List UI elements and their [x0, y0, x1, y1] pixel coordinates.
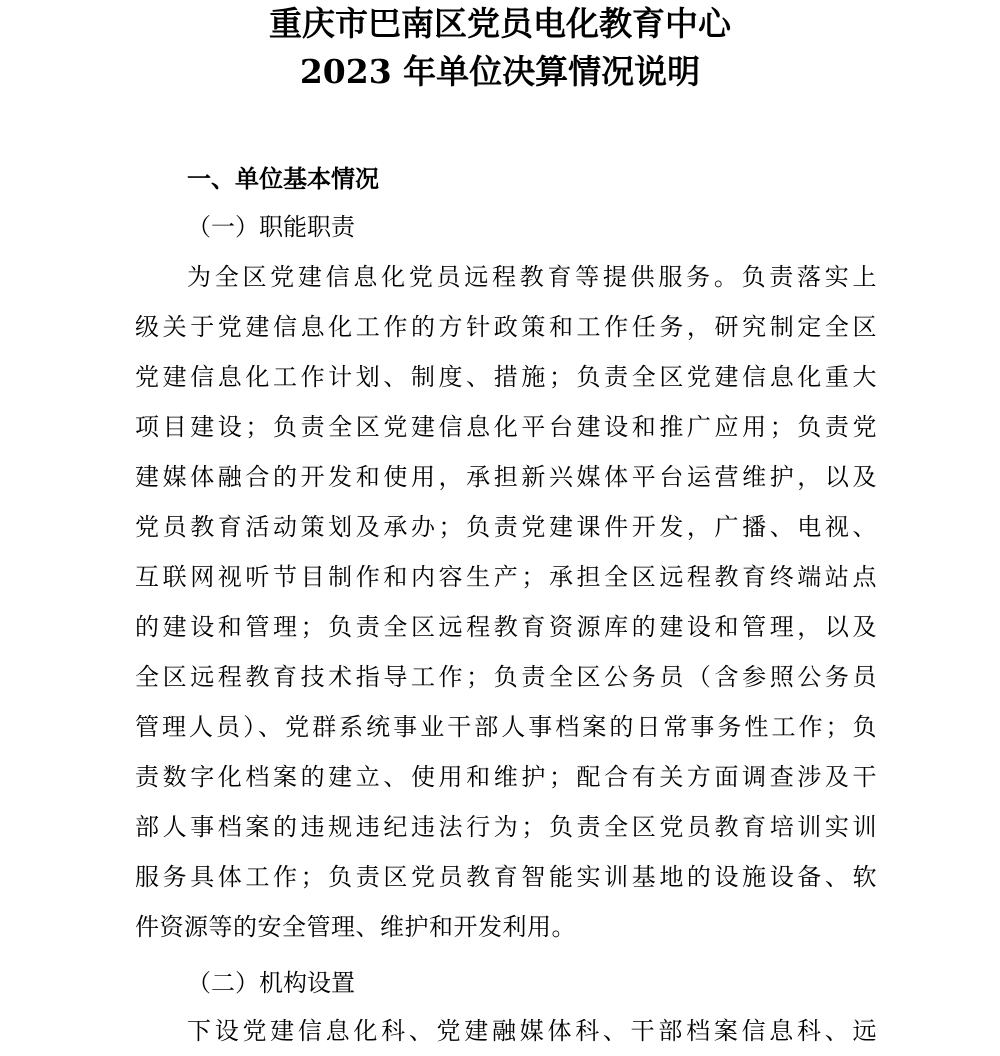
paragraph-line: 互联网视听节目制作和内容生产；承担全区远程教育终端站点 [135, 563, 877, 591]
section-heading-basic-info: 一、单位基本情况 [187, 165, 379, 193]
paragraph-organization [135, 1016, 877, 1056]
document-title-line-2: 2023 年单位决算情况说明 [299, 52, 701, 91]
paragraph-line: 建媒体融合的开发和使用，承担新兴媒体平台运营维护，以及 [135, 463, 877, 491]
subsection-heading-organization: （二）机构设置 [187, 969, 355, 997]
paragraph-line: 部人事档案的违规违纪违法行为；负责全区党员教育培训实训 [135, 813, 877, 841]
paragraph-line: 党建信息化工作计划、制度、措施；负责全区党建信息化重大 [135, 363, 877, 391]
paragraph-line: 党员教育活动策划及承办；负责党建课件开发，广播、电视、 [135, 513, 877, 541]
paragraph-line: 项目建设；负责全区党建信息化平台建设和推广应用；负责党 [135, 413, 877, 441]
paragraph-line: 全区远程教育技术指导工作；负责全区公务员（含参照公务员 [135, 663, 877, 691]
paragraph-line: 管理人员）、党群系统事业干部人事档案的日常事务性工作；负 [135, 713, 877, 741]
subsection-heading-functions: （一）职能职责 [187, 213, 355, 241]
paragraph-line: 下设党建信息化科、党建融媒体科、干部档案信息科、远 [187, 1017, 877, 1045]
paragraph-line: 的建设和管理；负责全区远程教育资源库的建设和管理，以及 [135, 613, 877, 641]
paragraph-line: 件资源等的安全管理、维护和开发利用。 [135, 913, 576, 941]
paragraph-line: 责数字化档案的建立、使用和维护；配合有关方面调查涉及干 [135, 763, 877, 791]
paragraph-line: 为全区党建信息化党员远程教育等提供服务。负责落实上 [187, 263, 877, 291]
paragraph-line: 级关于党建信息化工作的方针政策和工作任务，研究制定全区 [135, 313, 877, 341]
paragraph-functions [135, 262, 877, 952]
paragraph-line: 服务具体工作；负责区党员教育智能实训基地的设施设备、软 [135, 863, 877, 891]
document-title-line-1: 重庆市巴南区党员电化教育中心 [269, 4, 731, 43]
